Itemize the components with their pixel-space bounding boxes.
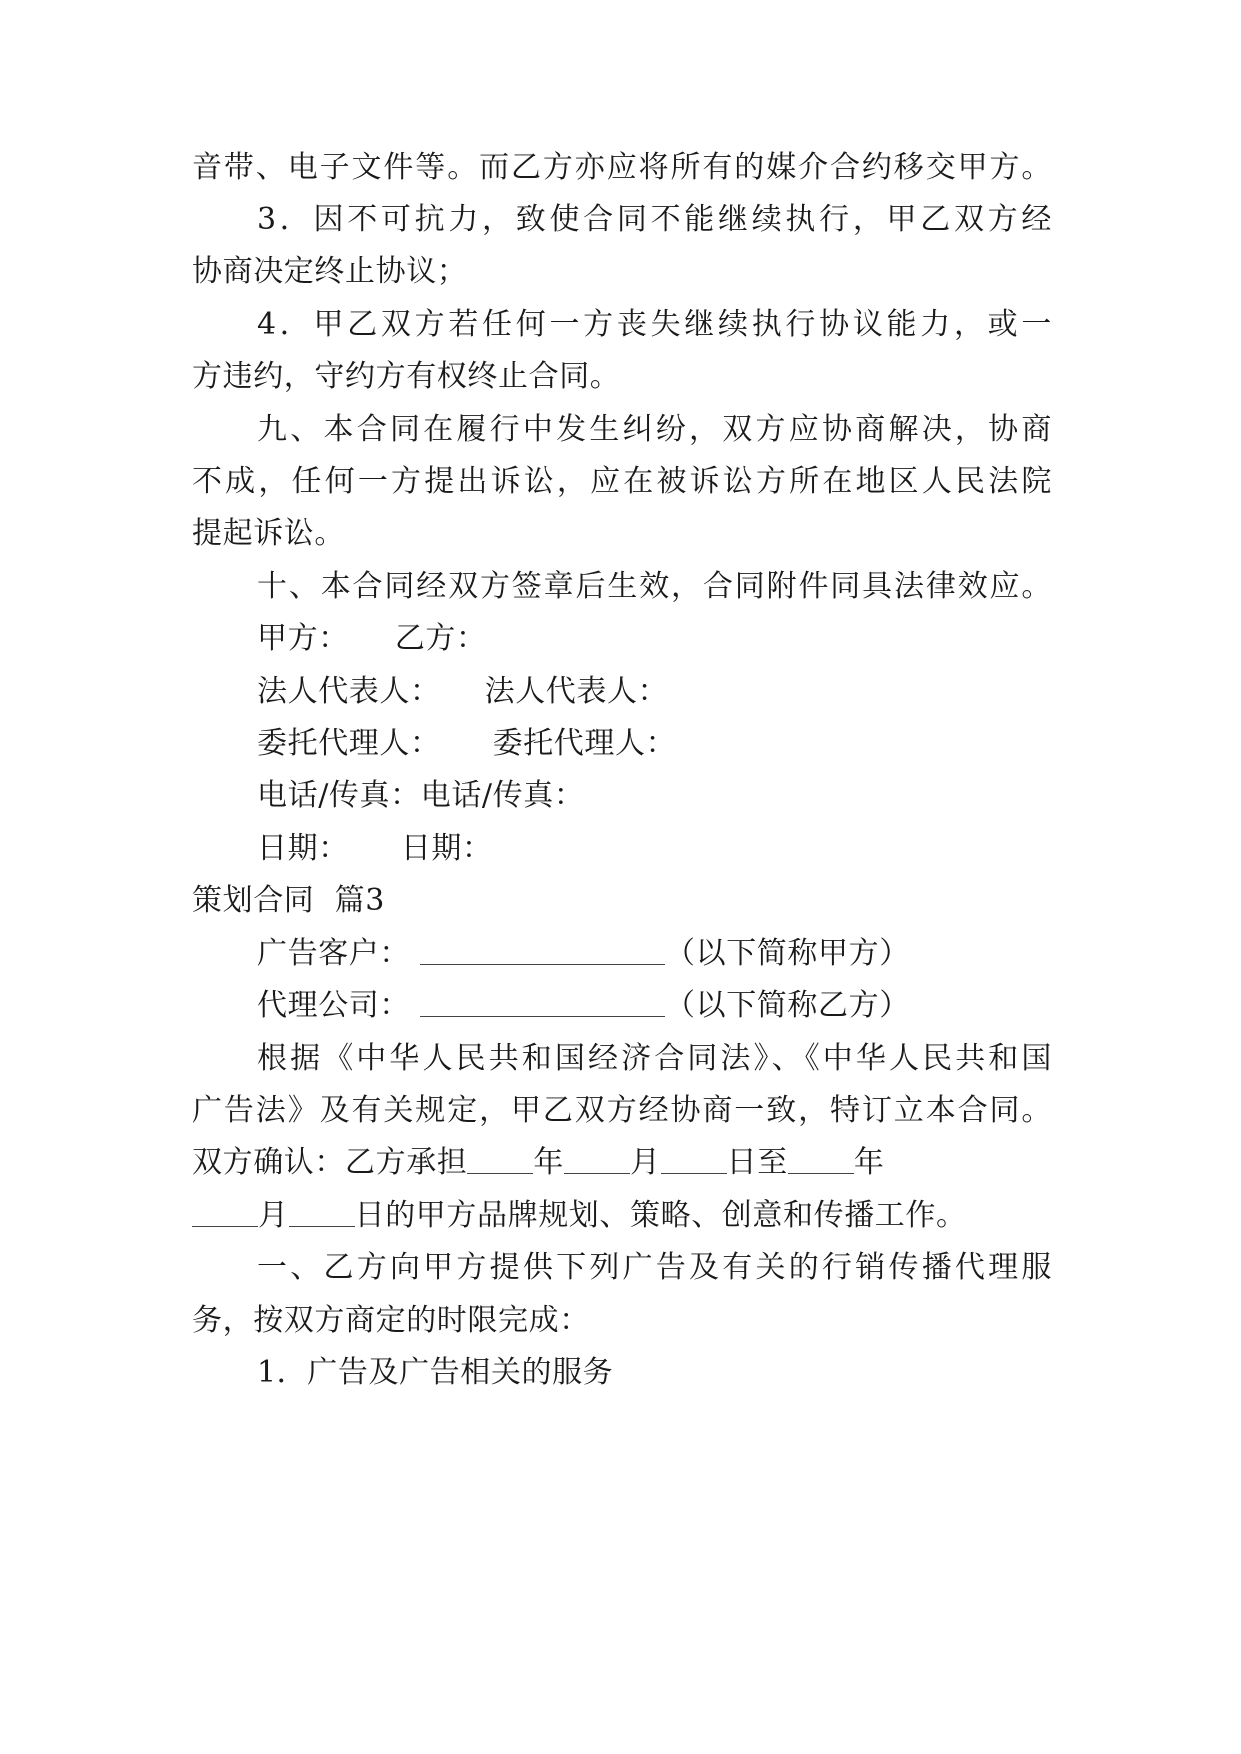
paragraph-line: 4．甲乙双方若任何一方丧失继续执行协议能力，或一 bbox=[257, 307, 1052, 342]
client-suffix: （以下简称甲方） bbox=[665, 936, 910, 971]
legal-rep-a-label: 法人代表人： bbox=[257, 674, 441, 709]
client-row bbox=[257, 934, 1117, 974]
end-year-blank bbox=[788, 1147, 854, 1174]
confirm-suffix: 日的甲方品牌规划、策略、创意和传播工作。 bbox=[354, 1198, 967, 1233]
year-label: 年 bbox=[853, 1145, 885, 1180]
agent-b-label: 委托代理人： bbox=[492, 726, 677, 761]
start-year-blank bbox=[467, 1147, 533, 1174]
agent-a-label: 委托代理人： bbox=[257, 726, 441, 761]
section-heading: 策划合同 篇3 bbox=[192, 883, 385, 918]
paragraph-line: 一、乙方向甲方提供下列广告及有关的行销传播代理服 bbox=[257, 1250, 1052, 1285]
paragraph-line: 音带、电子文件等。而乙方亦应将所有的媒介合约移交甲方。 bbox=[192, 150, 1052, 185]
paragraph-line: 九、本合同在履行中发生纠纷，双方应协商解决，协商 bbox=[257, 412, 1052, 447]
paragraph-line: 务，按双方商定的时限完成： bbox=[192, 1303, 590, 1338]
legal-rep-b-label: 法人代表人： bbox=[484, 674, 669, 709]
month-label: 月 bbox=[258, 1198, 289, 1233]
paragraph-line: 根据《中华人民共和国经济合同法》、《中华人民共和国 bbox=[257, 1041, 1052, 1076]
end-day-blank bbox=[289, 1200, 355, 1227]
start-day-blank bbox=[661, 1147, 727, 1174]
paragraph-line: 提起诉讼。 bbox=[192, 516, 345, 551]
paragraph-line: 十、本合同经双方签章后生效，合同附件同具法律效应。 bbox=[257, 569, 1052, 604]
client-name-blank bbox=[420, 938, 665, 965]
signature-party-row bbox=[257, 619, 1117, 659]
date-b-label: 日期： bbox=[400, 831, 493, 866]
agency-suffix: （以下简称乙方） bbox=[665, 988, 910, 1023]
phone-a-label: 电话/传真： bbox=[257, 778, 421, 813]
month-label: 月 bbox=[630, 1145, 661, 1180]
party-b-label: 乙方： bbox=[394, 621, 487, 656]
day-to-label: 日至 bbox=[726, 1145, 788, 1180]
confirm-line-1 bbox=[192, 1143, 1052, 1183]
confirm-line-2 bbox=[192, 1196, 1052, 1236]
paragraph-line: 1．广告及广告相关的服务 bbox=[257, 1355, 614, 1390]
paragraph-line: 不成，任何一方提出诉讼，应在被诉讼方所在地区人民法院 bbox=[192, 464, 1052, 499]
date-a-label: 日期： bbox=[257, 831, 349, 866]
signature-date-row bbox=[257, 829, 1117, 869]
client-label: 广告客户： bbox=[257, 936, 410, 971]
signature-agent-row bbox=[257, 724, 1117, 764]
party-a-label: 甲方： bbox=[257, 621, 349, 656]
end-month-blank bbox=[192, 1200, 258, 1227]
agency-name-blank bbox=[420, 990, 665, 1017]
signature-phone-row bbox=[257, 776, 1117, 816]
agency-label: 代理公司： bbox=[257, 988, 410, 1023]
paragraph-line: 3．因不可抗力，致使合同不能继续执行，甲乙双方经 bbox=[257, 202, 1052, 237]
paragraph-line: 广告法》及有关规定，甲乙双方经协商一致，特订立本合同。 bbox=[192, 1093, 1052, 1128]
year-label: 年 bbox=[533, 1145, 565, 1180]
paragraph-line: 协商决定终止协议； bbox=[192, 254, 468, 289]
signature-legal-rep-row bbox=[257, 672, 1117, 712]
phone-b-label: 电话/传真： bbox=[420, 778, 585, 813]
start-month-blank bbox=[564, 1147, 630, 1174]
agency-row bbox=[257, 986, 1117, 1026]
confirm-prefix: 双方确认：乙方承担 bbox=[192, 1145, 468, 1180]
paragraph-line: 方违约，守约方有权终止合同。 bbox=[192, 359, 621, 394]
